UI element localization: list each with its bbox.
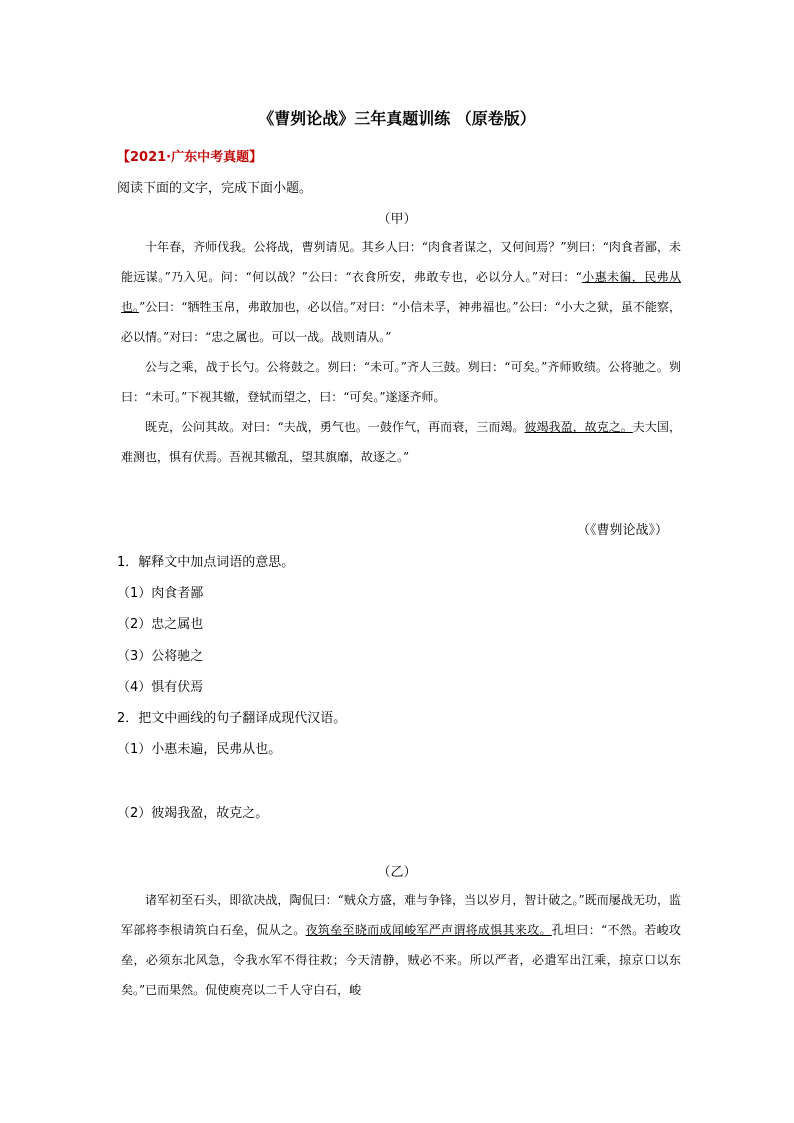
- passage-b-heading: （乙）: [377, 865, 417, 880]
- underlined-sentence-1: 小惠未徧，民弗从也。: [121, 270, 681, 314]
- passage-b-paragraph-1: [121, 885, 681, 1005]
- passage-a-source: （《曹刿论战》）: [576, 523, 668, 538]
- passage-b-body: [121, 885, 681, 1005]
- question-1-item: （3）公将驰之: [117, 649, 204, 664]
- passage-a-paragraph-2: 公与之乘，战于长勺。公将鼓之。刿曰：“未可。”齐人三鼓。刿曰：“可矣。”齐师败绩。公将驰之。刿曰：“未可。”下视其辙，登轼而望之，曰：“可矣。”遂逐齐师。: [121, 360, 681, 404]
- passage-a-p3-text: 既克，公问其故。对曰：“夫战，勇气也。一鼓作气，再而衰，三而竭。: [145, 420, 525, 434]
- passage-a-paragraph-1: [121, 232, 681, 352]
- question-1-item: （4）惧有伏焉: [117, 680, 204, 695]
- passage-a-heading: （甲）: [377, 212, 417, 227]
- question-2-item: （1）小惠未遍，民弗从也。: [117, 742, 282, 757]
- underlined-sentence-2: 彼竭我盈，故克之。: [524, 420, 633, 434]
- question-2-item: （2）彼竭我盈，故克之。: [117, 806, 269, 821]
- question-1: 1．解释文中加点词语的意思。: [117, 555, 295, 570]
- passage-b-p1-text-cont: 孔坦曰：“不然。若峻攻垒，必须东北风急，令我水军不得往救；今天清静，贼必不来。所以严者，必遣军出江乘，掠京口以东矣。”已而果然。侃使庾亮以二千人守白石，峻: [121, 923, 681, 997]
- underlined-sentence-3: 夜筑垒至晓而成闻峻军严声谓将成惧其来攻。: [305, 923, 552, 937]
- document-title: 《曹刿论战》三年真题训练 （原卷版）: [258, 109, 536, 128]
- passage-b-p1-text: 诸军初至石头，即欲决战，陶侃曰：“贼众方盛，难与争锋，当以岁月，智计破之。”既而屡战无功，监军部将李根请筑白石垒，侃从之。: [121, 893, 681, 937]
- question-1-item: （2）忠之属也: [117, 617, 204, 632]
- passage-a-p3-text-cont: 夫大国，难测也，惧有伏焉。吾视其辙乱，望其旗靡，故逐之。”: [121, 420, 681, 464]
- instruction-text: 阅读下面的文字，完成下面小题。: [117, 181, 313, 196]
- question-1-item: （1）肉食者鄙: [117, 586, 204, 601]
- passage-a-p1-text: 十年春，齐师伐我。公将战，曹刿请见。其乡人曰：“肉食者谋之，又何间焉？”刿曰：“肉食者鄙，未能远谋。”乃入见。问：“何以战？”公曰：“衣食所安，弗敢专也，必以分人。”对曰：“: [121, 240, 681, 284]
- question-2: 2．把文中画线的句子翻译成现代汉语。: [117, 711, 347, 726]
- exam-source-tag: 【2021·广东中考真题】: [117, 150, 263, 165]
- passage-a-paragraph-3: [121, 412, 681, 472]
- passage-a-body: [121, 232, 681, 472]
- passage-a-p1-text-cont: ”公曰：“牺牲玉帛，弗敢加也，必以信。”对曰：“小信未孚，神弗福也。”公曰：“小大之狱，虽不能察，必以情。”对曰：“忠之属也。可以一战。战则请从。”: [121, 300, 681, 344]
